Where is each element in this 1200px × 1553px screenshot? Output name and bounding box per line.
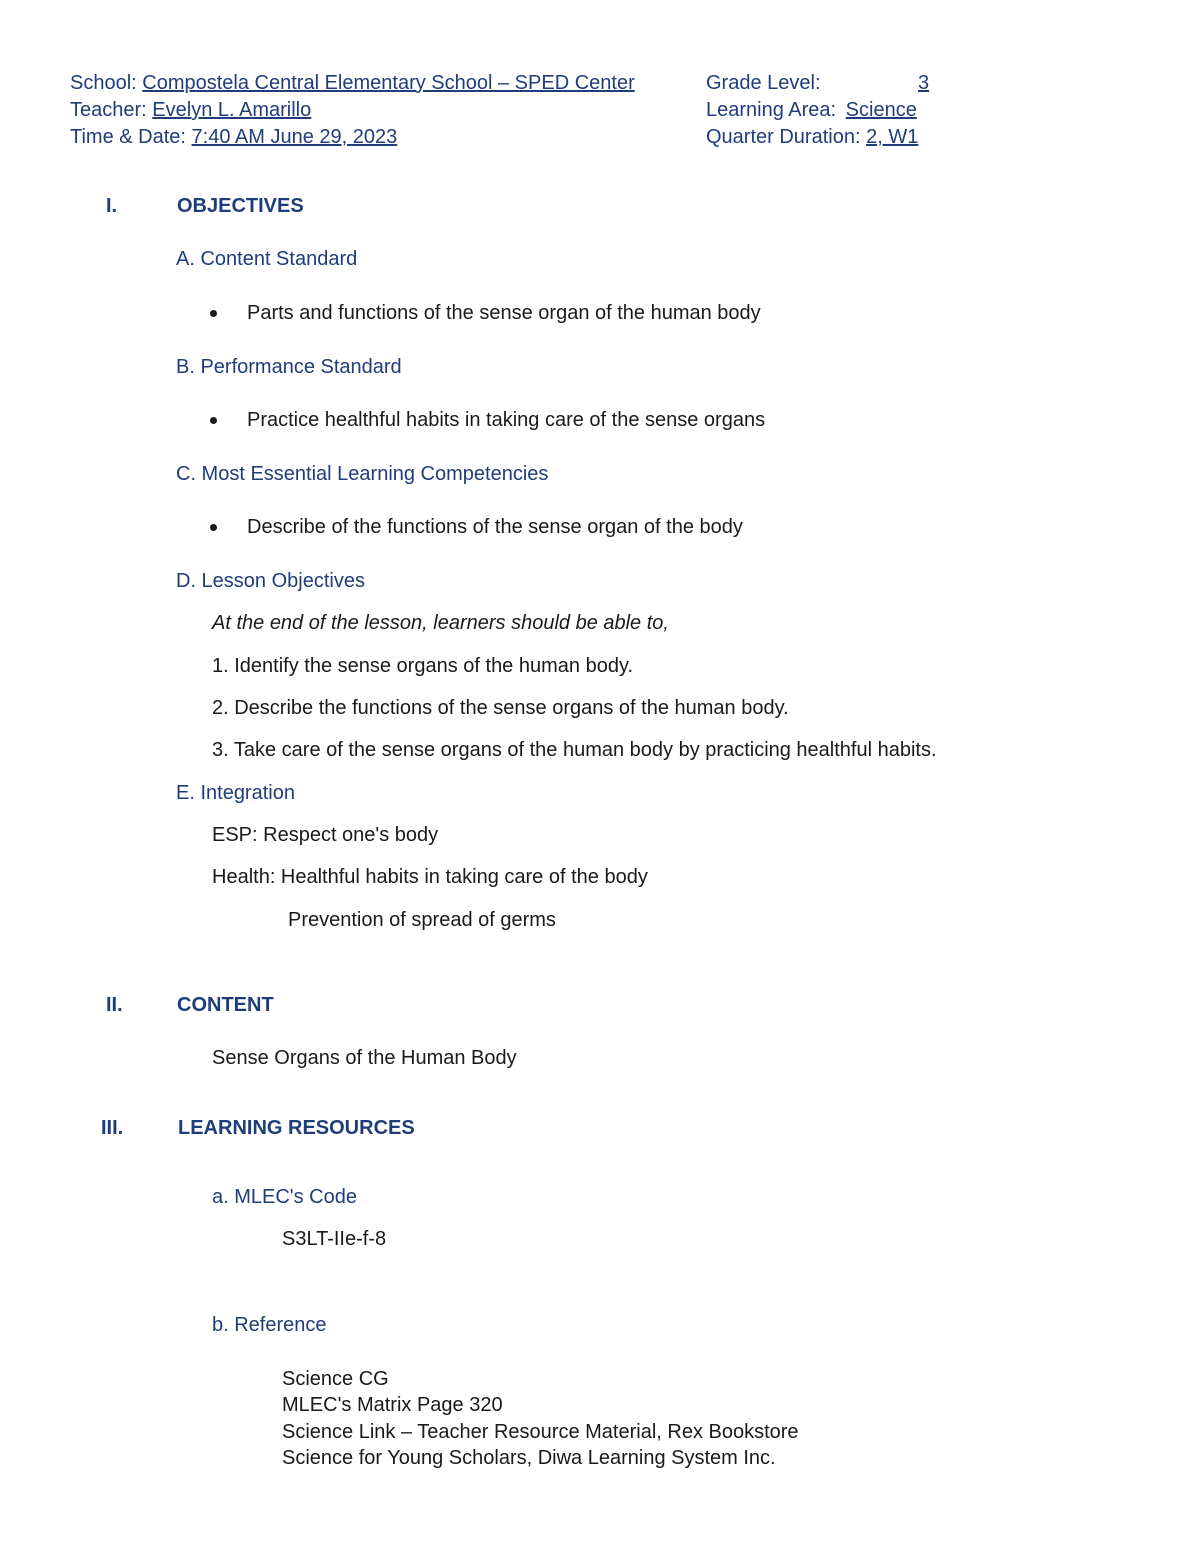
- learning-area-label: Learning Area:: [706, 99, 837, 121]
- bullet-icon: [210, 514, 220, 541]
- quarter-duration-line: [706, 124, 918, 151]
- performance-standard-item: Practice healthful habits in taking care of the sense organs: [247, 409, 766, 431]
- mlec-code-heading: a. MLEC's Code: [212, 1186, 357, 1208]
- section-iii-numeral: III.: [101, 1117, 124, 1139]
- integration-health: Health: Healthful habits in taking care of the body: [212, 866, 648, 888]
- lesson-objective-item: 2. Describe the functions of the sense organs of the human body.: [212, 697, 789, 719]
- school-line: [70, 70, 635, 97]
- time-date-label: Time & Date:: [70, 126, 186, 148]
- content-text: Sense Organs of the Human Body: [212, 1047, 517, 1069]
- time-date-line: [70, 124, 397, 151]
- learning-area-value: Science: [845, 99, 917, 121]
- competencies-item: Describe of the functions of the sense organ of the body: [247, 516, 743, 538]
- reference-heading: b. Reference: [212, 1314, 327, 1336]
- section-i-numeral: I.: [106, 195, 118, 217]
- lesson-objectives-heading: D. Lesson Objectives: [176, 570, 365, 592]
- school-value: Compostela Central Elementary School – SPED Center: [142, 72, 635, 94]
- reference-item: Science CG: [282, 1368, 389, 1390]
- performance-standard-heading: B. Performance Standard: [176, 356, 402, 378]
- content-standard-heading: A. Content Standard: [176, 248, 358, 270]
- competencies-heading: C. Most Essential Learning Competencies: [176, 463, 549, 485]
- teacher-value: Evelyn L. Amarillo: [152, 99, 312, 121]
- grade-level-value: 3: [918, 72, 930, 94]
- teacher-line: [70, 97, 311, 124]
- reference-item: Science for Young Scholars, Diwa Learning System Inc.: [282, 1447, 776, 1469]
- integration-heading: E. Integration: [176, 782, 295, 804]
- teacher-label: Teacher:: [70, 99, 147, 121]
- section-ii-title: CONTENT: [177, 994, 274, 1016]
- school-label: School:: [70, 72, 137, 94]
- bullet-icon: [210, 300, 220, 327]
- section-ii-numeral: II.: [106, 994, 123, 1016]
- quarter-duration-label: Quarter Duration:: [706, 126, 861, 148]
- grade-level-label: Grade Level:: [706, 72, 821, 94]
- reference-item: Science Link – Teacher Resource Material, Rex Bookstore: [282, 1421, 799, 1443]
- bullet-icon: [210, 407, 220, 434]
- integration-health-continued: Prevention of spread of germs: [288, 909, 556, 931]
- learning-area-line: [706, 97, 917, 124]
- integration-esp: ESP: Respect one's body: [212, 824, 439, 846]
- time-date-value: 7:40 AM June 29, 2023: [191, 126, 398, 148]
- lesson-objectives-intro: At the end of the lesson, learners should be able to,: [212, 612, 669, 634]
- mlec-code-value: S3LT-IIe-f-8: [282, 1228, 387, 1250]
- lesson-objective-item: 3. Take care of the sense organs of the human body by practicing healthful habits.: [212, 739, 937, 761]
- content-standard-item: Parts and functions of the sense organ of the human body: [247, 302, 761, 324]
- section-i-title: OBJECTIVES: [177, 195, 304, 217]
- lesson-objective-item: 1. Identify the sense organs of the human body.: [212, 655, 634, 677]
- reference-item: MLEC's Matrix Page 320: [282, 1394, 503, 1416]
- section-iii-title: LEARNING RESOURCES: [178, 1117, 415, 1139]
- quarter-duration-value: 2, W1: [866, 126, 919, 148]
